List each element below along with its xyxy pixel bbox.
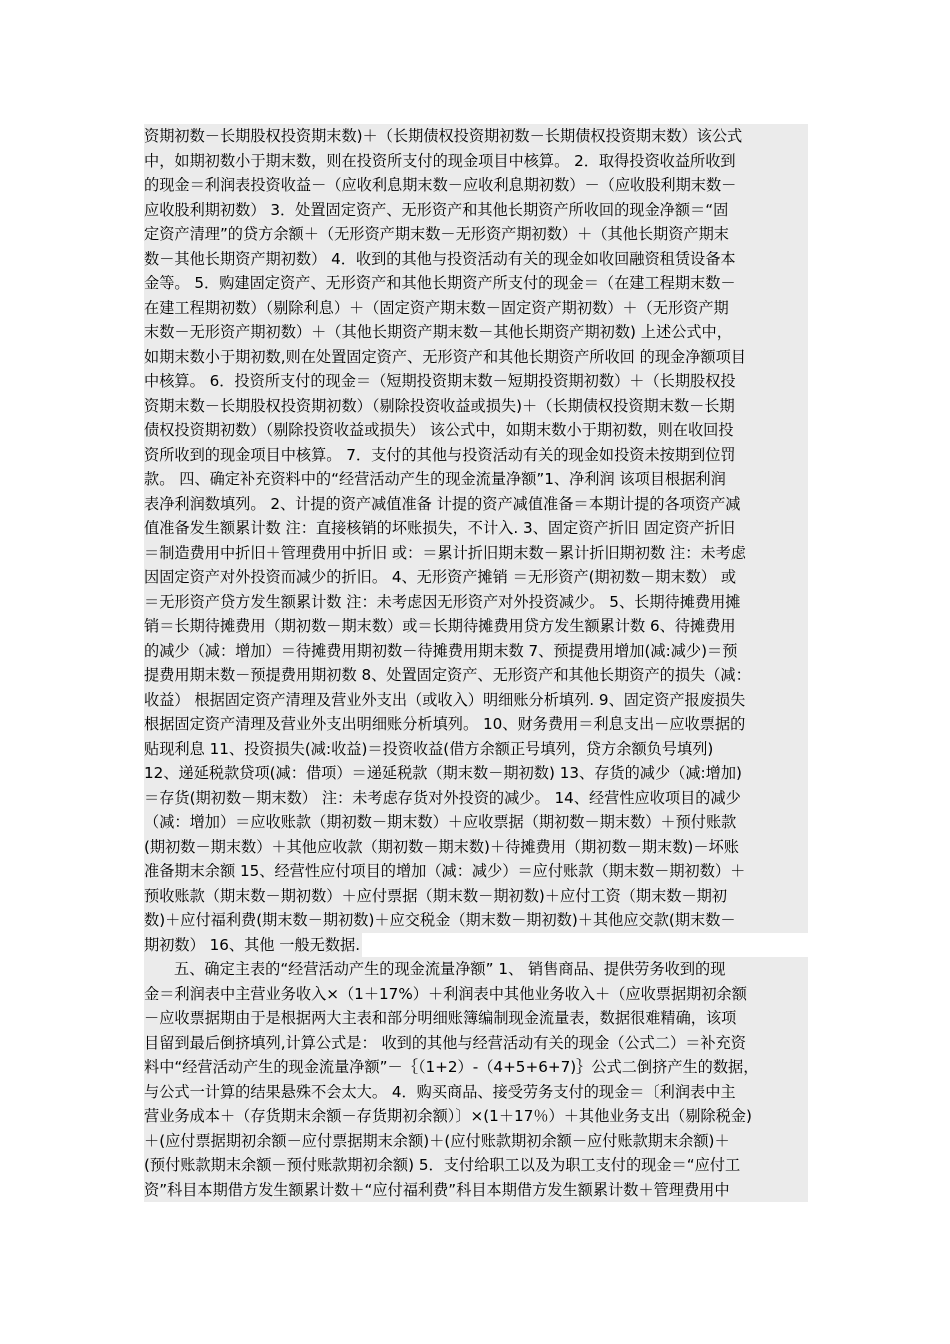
text-line: 根据固定资产清理及营业外支出明细账分析填列。 10、财务费用＝利息支出－应收票据的 [144, 712, 808, 737]
text-line: 料中“经营活动产生的现金流量净额”－｛（1+2）-（4+5+6+7)｝公式二倒挤产生的数据， [144, 1055, 808, 1080]
text-line: 中，如期初数小于期末数，则在投资所支付的现金项目中核算。 2．取得投资收益所收到 [144, 149, 808, 174]
text-line: 资期初数－长期股权投资期末数)＋（长期债权投资期初数－长期债权投资期末数）该公式 [144, 124, 808, 149]
text-line: 中核算。 6．投资所支付的现金＝（短期投资期末数－短期投资期初数）＋（长期股权投 [144, 369, 808, 394]
text-line: ＝无形资产贷方发生额累计数 注：未考虑因无形资产对外投资减少。 5、长期待摊费用摊 [144, 590, 808, 615]
paragraph-first-line: 五、确定主表的“经营活动产生的现金流量净额” 1、 销售商品、提供劳务收到的现 [144, 957, 808, 982]
text-line: 准备期末余额 15、经营性应付项目的增加（减：减少）＝应付账款（期末数－期初数）＋ [144, 859, 808, 884]
text-line: (预付账款期末余额－预付账款期初余额) 5．支付给职工以及为职工支付的现金＝“应付工 [144, 1153, 808, 1178]
body-text [144, 124, 814, 1202]
text-line: ＋(应付票据期初余额－应付票据期末余额)＋(应付账款期初余额－应付账款期末余额)＋ [144, 1129, 808, 1154]
text-line: 营业务成本＋（存货期末余额－存货期初余额）〕×(1＋17％）＋其他业务支出（剔除税金) [144, 1104, 808, 1129]
text-line: 资”科目本期借方发生额累计数＋“应付福利费”科目本期借方发生额累计数＋管理费用中 [144, 1178, 808, 1203]
text-line: 提费用期末数－预提费用期初数 8、处置固定资产、无形资产和其他长期资产的损失（减： [144, 663, 808, 688]
text-line: 末数－无形资产期初数）＋（其他长期资产期末数－其他长期资产期初数) 上述公式中， [144, 320, 808, 345]
text-line: 销＝长期待摊费用（期初数－期末数）或＝长期待摊费用贷方发生额累计数 6、待摊费用 [144, 614, 808, 639]
text-line: 债权投资期初数）（剔除投资收益或损失） 该公式中，如期末数小于期初数，则在收回投 [144, 418, 808, 443]
text-line: 与公式一计算的结果悬殊不会太大。 4．购买商品、接受劳务支付的现金＝〔利润表中主 [144, 1080, 808, 1105]
text-line: 金等。 5．购建固定资产、无形资产和其他长期资产所支付的现金＝（在建工程期末数－ [144, 271, 808, 296]
text-line: －应收票据期由于是根据两大主表和部分明细账簿编制现金流量表，数据很难精确，该项 [144, 1006, 808, 1031]
text-line: 资期末数－长期股权投资期初数）（剔除投资收益或损失)＋（长期债权投资期末数－长期 [144, 394, 808, 419]
text-line: 金＝利润表中主营业务收入×（1＋17%）＋利润表中其他业务收入＋（应收票据期初余额 [144, 982, 808, 1007]
text-line: 值准备发生额累计数 注：直接核销的坏账损失，不计入. 3、固定资产折旧 固定资产折旧 [144, 516, 808, 541]
text-line: 如期末数小于期初数,则在处置固定资产、无形资产和其他长期资产所收回 的现金净额项目 [144, 345, 808, 370]
text-line: 数)＋应付福利费(期末数－期初数)＋应交税金（期末数－期初数)＋其他应交款(期末数－ [144, 908, 808, 933]
text-line: ＝制造费用中折旧＋管理费用中折旧 或：＝累计折旧期末数－累计折旧期初数 注：未考虑 [144, 541, 808, 566]
text-line: (期初数－期末数）＋其他应收款（期初数－期末数)＋待摊费用（期初数－期末数)－坏账 [144, 835, 808, 860]
text-line: 目留到最后倒挤填列,计算公式是： 收到的其他与经营活动有关的现金（公式二）＝补充资 [144, 1031, 808, 1056]
text-line: 因固定资产对外投资而减少的折旧。 4、无形资产摊销 ＝无形资产(期初数－期末数） 或 [144, 565, 808, 590]
text-line: 表净利润数填列。 2、计提的资产减值准备 计提的资产减值准备＝本期计提的各项资产减 [144, 492, 808, 517]
text-line: 在建工程期初数）（剔除利息）＋（固定资产期末数－固定资产期初数）＋（无形资产期 [144, 296, 808, 321]
text-line: 贴现利息 11、投资损失(减:收益)＝投资收益(借方余额正号填列，贷方余额负号填列) [144, 737, 808, 762]
text-line: 的现金＝利润表投资收益－（应收利息期末数－应收利息期初数）－（应收股利期末数－ [144, 173, 808, 198]
text-line: （减：增加）＝应收账款（期初数－期末数）＋应收票据（期初数－期末数）＋预付账款 [144, 810, 808, 835]
text-line: 资所收到的现金项目中核算。 7．支付的其他与投资活动有关的现金如投资未按期到位罚 [144, 443, 808, 468]
text-line: 的减少（减：增加）＝待摊费用期初数－待摊费用期末数 7、预提费用增加(减:减少)＝预 [144, 639, 808, 664]
text-line: 应收股利期初数） 3．处置固定资产、无形资产和其他长期资产所收回的现金净额＝“固 [144, 198, 808, 223]
text-line: 款。 四、确定补充资料中的“经营活动产生的现金流量净额”1、净利润 该项目根据利润 [144, 467, 808, 492]
text-line: 数－其他长期资产期初数） 4．收到的其他与投资活动有关的现金如收回融资租赁设备本 [144, 247, 808, 272]
text-line: 定资产清理”的贷方余额＋（无形资产期末数－无形资产期初数）＋（其他长期资产期末 [144, 222, 808, 247]
text-line: ＝存货(期初数－期末数） 注：未考虑存货对外投资的减少。 14、经营性应收项目的减少 [144, 786, 808, 811]
text-line: 期初数） 16、其他 一般无数据. [144, 933, 362, 958]
text-line: 12、递延税款贷项(减：借项）＝递延税款（期末数－期初数) 13、存货的减少（减:增加) [144, 761, 808, 786]
text-line: 预收账款（期末数－期初数）＋应付票据（期末数－期初数)＋应付工资（期末数－期初 [144, 884, 808, 909]
text-line: 收益） 根据固定资产清理及营业外支出（或收入）明细账分析填列. 9、固定资产报废损失 [144, 688, 808, 713]
